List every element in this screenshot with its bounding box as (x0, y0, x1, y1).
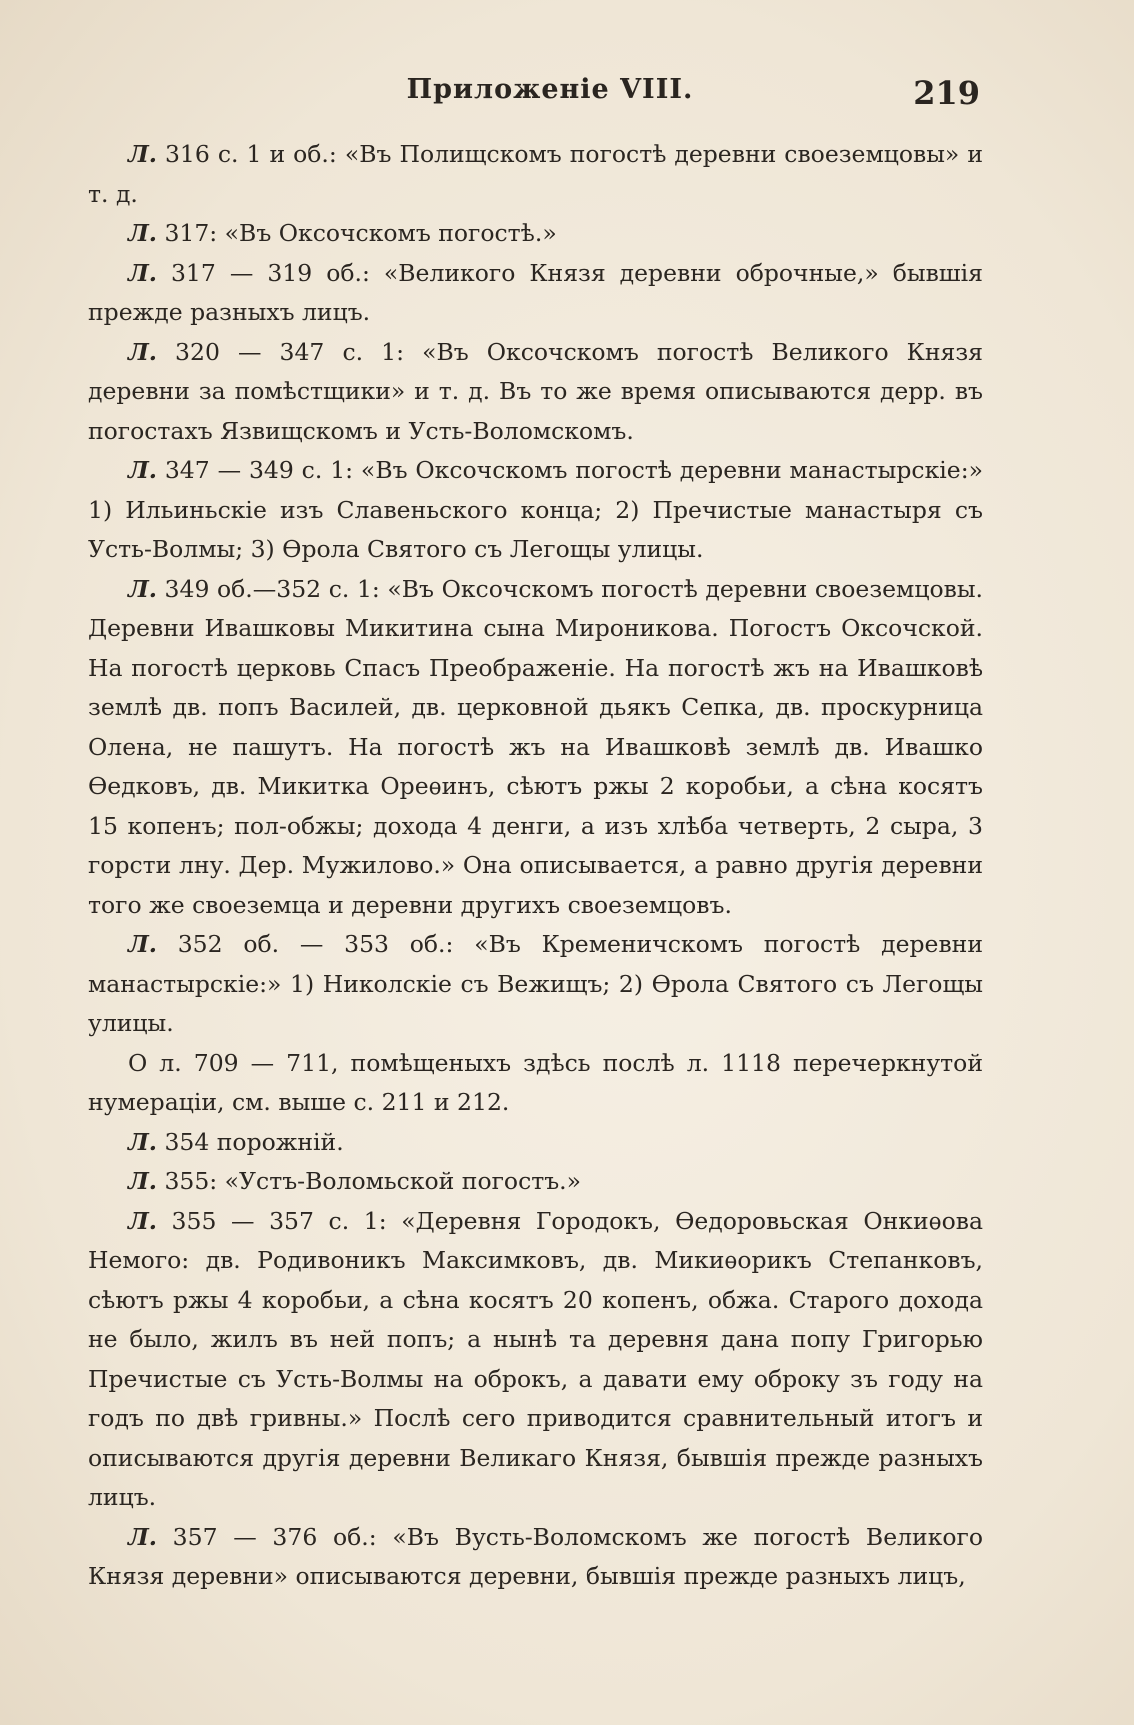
leaf-reference: Л. (128, 258, 157, 287)
paragraph (88, 254, 983, 333)
page-number: 219 (913, 74, 980, 112)
page-body (88, 135, 983, 1597)
paragraph-text: 320 — 347 с. 1: «Въ Оксочскомъ погостѣ Великого Князя деревни за помѣстщики» и т. д. Въ то же время описываются дерр. въ погостахъ Язвищскомъ и Усть-Воломскомъ. (88, 337, 983, 445)
paragraph-text: 354 порожній. (156, 1127, 344, 1156)
paragraph-text: 355: «Устъ-Воломьской погостъ.» (156, 1167, 582, 1195)
leaf-reference: Л. (128, 1206, 157, 1235)
paragraph (88, 333, 983, 452)
leaf-reference: Л. (128, 1522, 157, 1551)
paragraph (88, 451, 983, 570)
leaf-reference: Л. (128, 574, 157, 603)
running-header (120, 74, 980, 124)
paragraph (88, 1044, 983, 1123)
paragraph (88, 1202, 983, 1518)
paragraph (88, 135, 983, 214)
leaf-reference: Л. (128, 930, 157, 958)
leaf-reference: Л. (128, 337, 157, 366)
paragraph (88, 214, 983, 254)
paragraph (88, 925, 983, 1044)
paragraph-text: 355 — 357 с. 1: «Деревня Городокъ, Ѳедоровьская Онкиѳова Немого: дв. Родивоникъ Максимковъ, дв. Микиѳорикъ Степанковъ, сѣютъ ржы 4 коробьи, а сѣна косятъ 20 копенъ, обжа. Старого дохода не было, жилъ въ ней попъ; а нынѣ та деревня дана попу Григорью Пречистые съ Усть-Волмы на оброкъ, а давати ему оброку зъ году на годъ по двѣ гривны.» Послѣ сего приводится сравнительный итогъ и описываются другія деревни Великаго Князя, бывшія прежде разныхъ лицъ. (88, 1206, 983, 1511)
paragraph-text: 317 — 319 об.: «Великого Князя деревни оброчные,» бывшія прежде разныхъ лицъ. (88, 258, 983, 326)
leaf-reference: Л. (128, 1127, 157, 1156)
leaf-reference: Л. (128, 1167, 157, 1195)
leaf-reference: Л. (128, 219, 157, 247)
paragraph-text: О л. 709 — 711, помѣщеныхъ здѣсь послѣ л. 1118 перечеркнутой нумераціи, см. выше с. 211 и 212. (88, 1048, 983, 1116)
paragraph-text: 352 об. — 353 об.: «Въ Кременичскомъ погостѣ деревни манастырскіе:» 1) Николскіе съ Вежищъ; 2) Ѳрола Святого съ Легощы улицы. (88, 930, 983, 1037)
paragraph-text: 316 с. 1 и об.: «Въ Полищскомъ погостѣ деревни своеземцовы» и т. д. (88, 140, 983, 208)
leaf-reference: Л. (128, 140, 157, 168)
paragraph (88, 1162, 983, 1202)
paragraph-text: 357 — 376 об.: «Въ Вусть-Воломскомъ же погостѣ Великого Князя деревни» описываются деревни, бывшія прежде разныхъ лицъ, (88, 1522, 983, 1590)
paragraph (88, 1518, 983, 1597)
paragraph (88, 1123, 983, 1163)
paragraph-text: 347 — 349 с. 1: «Въ Оксочскомъ погостѣ деревни манастырскіе:» 1) Ильиньскіе изъ Славеньского конца; 2) Пречистые манастыря съ Усть-Волмы; 3) Ѳрола Святого съ Легощы улицы. (88, 456, 983, 563)
paragraph-text: 317: «Въ Оксочскомъ погостѣ.» (156, 219, 557, 247)
paragraph (88, 570, 983, 926)
paragraph-text: 349 об.—352 с. 1: «Въ Оксочскомъ погостѣ деревни своеземцовы. Деревни Ивашковы Микитина сына Мироникова. Погостъ Оксочской. На погостѣ церковь Спасъ Преображеніе. На погостѣ жъ на Ивашковѣ землѣ дв. попъ Василей, дв. церковной дьякъ Сепка, дв. проскурница Олена, не пашутъ. На погостѣ жъ на Ивашковѣ землѣ дв. Ивашко Ѳедковъ, дв. Микитка Ореѳинъ, сѣютъ ржы 2 коробьи, а сѣна косятъ 15 копенъ; пол-обжы; дохода 4 денги, а изъ хлѣба четверть, 2 сыра, 3 горсти лну. Дер. Мужилово.» Она описывается, а равно другія деревни того же своеземца и деревни другихъ своеземцовъ. (88, 574, 983, 919)
running-title: Приложеніе VIII. (406, 74, 694, 105)
leaf-reference: Л. (128, 456, 157, 484)
